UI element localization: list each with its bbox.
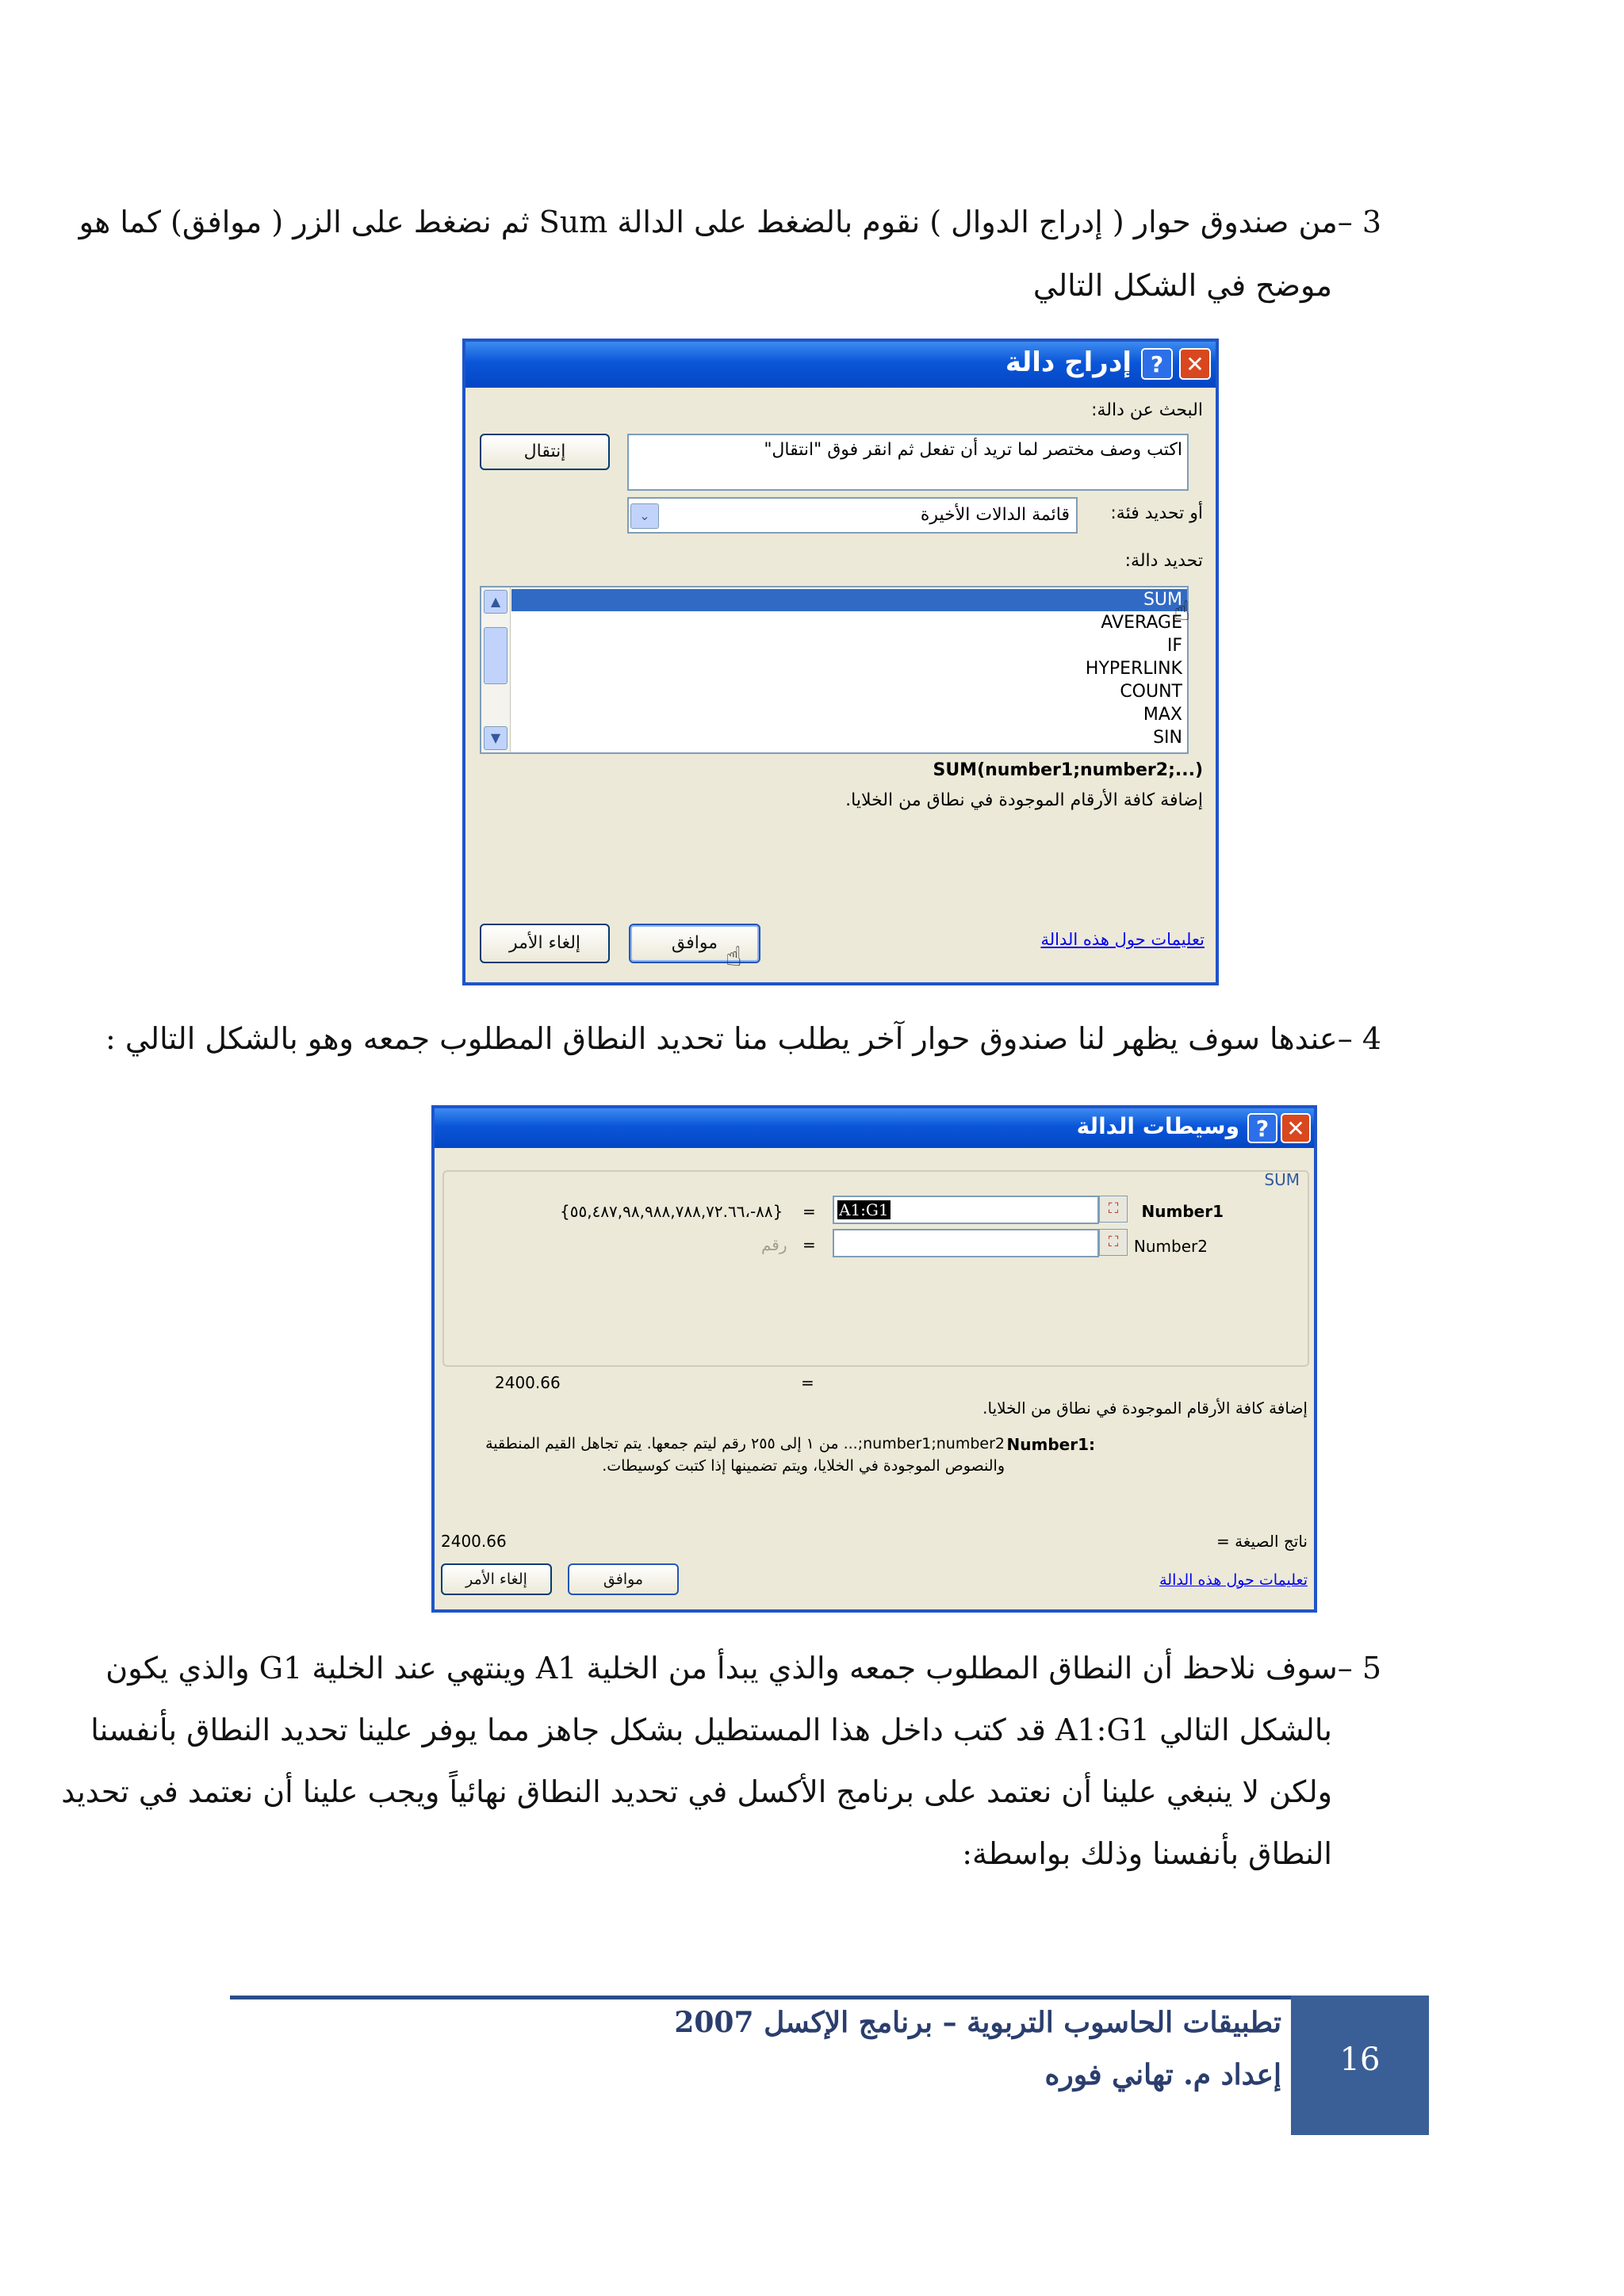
footer-author: إعداد م. تهاني فوره (1044, 2058, 1281, 2091)
dialog-title: وسيطات الدالة (1076, 1113, 1239, 1139)
category-value: قائمة الدالات الأخيرة (920, 505, 1070, 525)
search-input[interactable] (627, 434, 1189, 491)
collapse-dialog-icon[interactable]: ⛶ (1099, 1229, 1128, 1256)
formula-result: 2400.66 (441, 1532, 507, 1551)
step5-line4: النطاق بأنفسنا وذلك بواسطة: (962, 1836, 1332, 1871)
equals-sign: = (801, 1373, 814, 1392)
scroll-thumb[interactable] (484, 627, 508, 684)
list-item[interactable]: SUM (511, 589, 1187, 611)
function-signature: SUM(number1;number2;...) (933, 760, 1203, 780)
number1-value: A1:G1 (839, 1200, 889, 1219)
argument-name: Number1: (1006, 1435, 1095, 1454)
step5-line3: ولكن لا ينبغي علينا أن نعتمد على برنامج الأكسل في تحديد النطاق نهائياً ويجب علينا أن نعتمد في تحديد (61, 1774, 1332, 1809)
dialog-titlebar (435, 1108, 1314, 1148)
list-scrollbar[interactable] (481, 587, 511, 752)
number2-hint: رقم (761, 1235, 787, 1254)
go-button[interactable]: إنتقال (480, 434, 610, 470)
collapse-dialog-icon[interactable]: ⛶ (1099, 1196, 1128, 1223)
function-description: إضافة كافة الأرقام الموجودة في نطاق من الخلايا. (845, 790, 1203, 810)
page-number: 16 (1339, 2042, 1381, 2078)
number1-input[interactable] (833, 1196, 1099, 1224)
close-icon[interactable]: ✕ (1281, 1113, 1311, 1143)
footer-title: تطبيقات الحاسوب التربوية – برنامج الإكسل 2007 (674, 2006, 1281, 2039)
number2-label: Number2 (1133, 1237, 1208, 1256)
list-item[interactable]: MAX (1143, 705, 1182, 725)
function-name: SUM (1264, 1170, 1300, 1189)
footer-divider (230, 1996, 1429, 1999)
step4-line1: 4 –عندها سوف يظهر لنا صندوق حوار آخر يطلب منا تحديد النطاق المطلوب جمعه وهو بالشكل التالي : (105, 1021, 1381, 1056)
number2-input[interactable] (833, 1229, 1099, 1257)
dialog-title: إدراج دالة (1005, 346, 1132, 378)
scroll-down-icon[interactable]: ▼ (484, 726, 508, 750)
select-function-label: تحديد دالة: (1124, 551, 1203, 571)
step3-line2: موضح في الشكل التالي (1032, 268, 1332, 303)
formula-result-label: ناتج الصيغة = (1216, 1532, 1308, 1551)
list-item[interactable]: AVERAGE (1101, 613, 1182, 633)
list-item[interactable]: HYPERLINK (1085, 659, 1182, 679)
argument-description-line2: والنصوص الموجودة في الخلايا، ويتم تضمينها إذا كتبت كوسيطات. (602, 1457, 1005, 1475)
chevron-down-icon[interactable]: ⌄ (630, 503, 659, 529)
insert-function-dialog (462, 339, 1219, 985)
dialog-titlebar (465, 342, 1216, 388)
search-label: البحث عن دالة: (1091, 400, 1203, 420)
number1-label: Number1 (1141, 1202, 1224, 1221)
list-item[interactable]: COUNT (1120, 682, 1182, 702)
function-description: إضافة كافة الأرقام الموجودة في نطاق من الخلايا. (982, 1399, 1308, 1418)
category-select[interactable] (627, 497, 1078, 534)
cancel-button[interactable]: إلغاء الأمر (441, 1563, 552, 1595)
equals-sign: = (802, 1235, 816, 1254)
hand-cursor-icon: ☝ (726, 941, 742, 973)
step5-line1: 5 –سوف نلاحظ أن النطاق المطلوب جمعه والذي يبدأ من الخلية A1 وينتهي عند الخلية G1 والذي يكون (105, 1651, 1381, 1686)
ok-button[interactable]: موافق (629, 924, 760, 963)
help-icon[interactable]: ? (1247, 1113, 1277, 1143)
step3-line1: 3 –من صندوق حوار ( إدراج الدوال ) نقوم بالضغط على الدالة Sum ثم نضغط على الزر ( موافق) كما هو (79, 205, 1381, 239)
step5-line2: بالشكل التالي A1:G1 قد كتب داخل هذا المستطيل بشكل جاهز مما يوفر علينا تحديد النطاق بأنفسنا (90, 1712, 1332, 1747)
help-link[interactable]: تعليمات حول هذه الدالة (1159, 1571, 1308, 1589)
ok-button[interactable]: موافق (568, 1563, 679, 1595)
argument-description-line1: number1;number2;... من ١ إلى ٢٥٥ رقم ليتم جمعها. يتم تجاهل القيم المنطقية (485, 1435, 1005, 1452)
inner-result: 2400.66 (495, 1373, 561, 1392)
help-link[interactable]: تعليمات حول هذه الدالة (1040, 930, 1205, 949)
function-arguments-dialog (431, 1105, 1317, 1613)
arguments-group (442, 1170, 1309, 1367)
hand-cursor-icon: ☝ (1174, 595, 1190, 627)
list-item[interactable]: SIN (1153, 728, 1182, 748)
number1-result: {٨٨-،٥٥,٤٨٧,٩٨,٩٨٨,٧٨٨,٧٢.٦٦} (560, 1202, 783, 1221)
equals-sign: = (802, 1202, 816, 1221)
close-icon[interactable]: ✕ (1179, 348, 1211, 380)
scroll-up-icon[interactable]: ▲ (484, 590, 508, 614)
function-list[interactable] (480, 586, 1189, 754)
list-item[interactable]: IF (1166, 636, 1182, 656)
page-number-box (1291, 1996, 1429, 2135)
search-input-text: اكتب وصف مختصر لما تريد أن تفعل ثم انقر فوق "انتقال" (764, 440, 1182, 460)
category-label: أو تحديد فئة: (1110, 503, 1203, 523)
help-icon[interactable]: ? (1141, 348, 1173, 380)
cancel-button[interactable]: إلغاء الأمر (480, 924, 610, 963)
